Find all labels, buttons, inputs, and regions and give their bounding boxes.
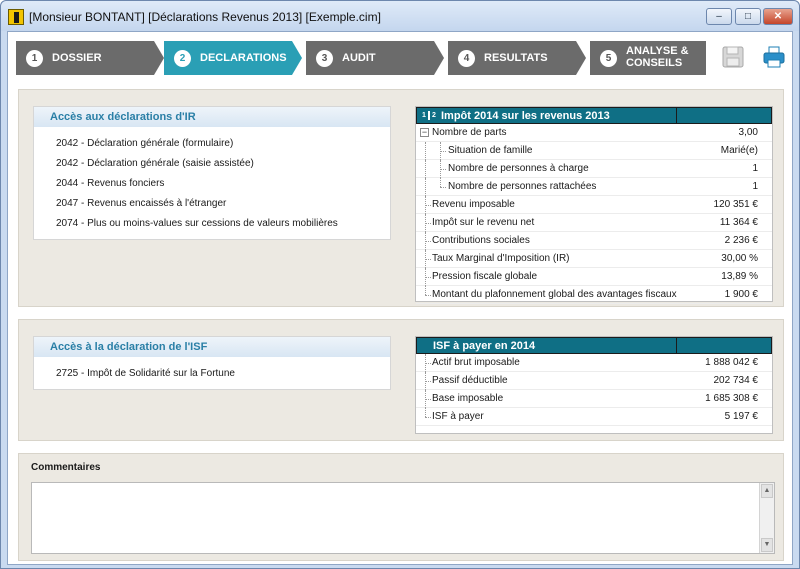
comments-textarea[interactable]: [31, 482, 775, 554]
maximize-button[interactable]: □: [735, 8, 761, 25]
declaration-link-2044[interactable]: 2044 - Revenus fonciers: [56, 178, 165, 189]
tree-connector: [440, 187, 446, 188]
level-1-button[interactable]: 1: [420, 111, 428, 120]
row-label: Base imposable: [432, 393, 504, 404]
scroll-down-icon[interactable]: ▼: [761, 538, 773, 552]
minimize-button[interactable]: ‒: [706, 8, 732, 25]
declaration-link-2042-assisted[interactable]: 2042 - Déclaration générale (saisie assistée): [56, 158, 254, 169]
step-arrow: [576, 41, 586, 75]
row-label: ISF à payer: [432, 411, 484, 422]
comments-label: Commentaires: [31, 462, 101, 473]
declaration-link-2725[interactable]: 2725 - Impôt de Solidarité sur la Fortune: [56, 368, 235, 379]
panel-title: Accès aux déclarations d'IR: [34, 107, 390, 127]
row-label: Revenu imposable: [432, 199, 515, 210]
declaration-link-2042-form[interactable]: 2042 - Déclaration générale (formulaire): [56, 138, 234, 149]
row-label: Nombre de parts: [432, 127, 507, 138]
level-buttons[interactable]: [420, 111, 438, 120]
ir-summary-grid: [415, 106, 773, 302]
grid-row[interactable]: [416, 390, 772, 408]
tree-connector: [425, 259, 431, 260]
ir-declarations-panel: [33, 106, 391, 240]
tree-connector: [425, 381, 431, 382]
tree-connector: [425, 417, 431, 418]
row-label: Pression fiscale globale: [432, 271, 538, 282]
step-arrow: [154, 41, 164, 75]
close-button[interactable]: ✕: [763, 8, 793, 25]
row-value: 120 351 €: [713, 199, 758, 210]
row-label: Nombre de personnes à charge: [448, 163, 589, 174]
title-bar[interactable]: [1, 1, 799, 31]
grid-row-child[interactable]: [416, 160, 772, 178]
printer-icon[interactable]: [763, 46, 785, 68]
grid-row[interactable]: [416, 232, 772, 250]
step-label: RESULTATS: [484, 52, 548, 64]
row-label: Nombre de personnes rattachées: [448, 181, 597, 192]
declaration-link-2074[interactable]: 2074 - Plus ou moins-values sur cessions de valeurs mobilières: [56, 218, 338, 229]
grid-row[interactable]: [416, 196, 772, 214]
tree-connector: [425, 277, 431, 278]
row-label: Situation de famille: [448, 145, 533, 156]
row-value: 2 236 €: [724, 235, 758, 246]
row-value: 1: [752, 163, 758, 174]
row-value: 11 364 €: [719, 217, 758, 228]
grid-header-title-cell: [417, 108, 677, 123]
step-resultats[interactable]: [448, 41, 576, 75]
row-value: 3,00: [738, 127, 758, 138]
row-value: 5 197 €: [724, 411, 758, 422]
step-number: 4: [458, 50, 475, 67]
row-value: 1 888 042 €: [705, 357, 758, 368]
row-label: Contributions sociales: [432, 235, 530, 246]
comments-section: [18, 453, 784, 561]
tree-connector: [440, 178, 441, 187]
tree-connector: [425, 399, 431, 400]
tree-connector: [440, 169, 446, 170]
main-content: [7, 31, 793, 565]
step-dossier[interactable]: [16, 41, 154, 75]
grid-row[interactable]: [416, 408, 772, 426]
step-declarations[interactable]: [164, 41, 292, 75]
grid-header-title: ISF à payer en 2014: [417, 338, 677, 353]
step-audit[interactable]: [306, 41, 434, 75]
row-value: 202 734 €: [713, 375, 758, 386]
isf-summary-grid: [415, 336, 773, 434]
step-navigation: [16, 41, 706, 75]
tree-connector: [425, 286, 426, 295]
panel-title: Accès à la déclaration de l'ISF: [34, 337, 390, 357]
declaration-link-2047[interactable]: 2047 - Revenus encaissés à l'étranger: [56, 198, 227, 209]
row-label: Actif brut imposable: [432, 357, 520, 368]
app-icon: [8, 9, 24, 25]
grid-row[interactable]: [416, 286, 772, 304]
row-label: Impôt sur le revenu net: [432, 217, 535, 228]
grid-row[interactable]: [416, 268, 772, 286]
scroll-up-icon[interactable]: ▲: [761, 484, 773, 498]
collapse-toggle[interactable]: −: [421, 127, 428, 137]
tree-connector: [425, 142, 426, 160]
row-label: Passif déductible: [432, 375, 508, 386]
row-value: 1: [752, 181, 758, 192]
grid-header-title: Impôt 2014 sur les revenus 2013: [441, 110, 610, 122]
level-2-button[interactable]: 2: [430, 111, 438, 120]
step-label: DECLARATIONS: [200, 52, 287, 64]
step-label: DOSSIER: [52, 52, 102, 64]
grid-row-child[interactable]: [416, 142, 772, 160]
tree-connector: [425, 408, 426, 417]
window-title: [Monsieur BONTANT] [Déclarations Revenus 2013] [Exemple.cim]: [29, 10, 381, 24]
row-value: 13,89 %: [721, 271, 758, 282]
grid-row[interactable]: [416, 214, 772, 232]
row-value: 1 685 308 €: [705, 393, 758, 404]
tree-connector: [440, 151, 446, 152]
grid-row-child[interactable]: [416, 178, 772, 196]
tree-connector: [425, 205, 431, 206]
step-number: 3: [316, 50, 333, 67]
grid-header: [416, 107, 772, 124]
tree-connector: [425, 223, 431, 224]
tree-connector: [425, 160, 426, 178]
tree-connector: [425, 295, 431, 296]
step-analyse-conseils[interactable]: [590, 41, 706, 75]
grid-header: [416, 337, 772, 354]
isf-section: [18, 319, 784, 441]
step-number: 1: [26, 50, 43, 67]
grid-row[interactable]: [416, 250, 772, 268]
isf-declaration-panel: [33, 336, 391, 390]
grid-row-parts[interactable]: [416, 124, 772, 142]
row-value: Marié(e): [720, 145, 758, 156]
row-value: 30,00 %: [721, 253, 758, 264]
row-label: Taux Marginal d'Imposition (IR): [432, 253, 570, 264]
grid-row[interactable]: [416, 354, 772, 372]
grid-row[interactable]: [416, 372, 772, 390]
step-arrow: [292, 41, 302, 75]
row-label: Montant du plafonnement global des avantages fiscaux: [432, 289, 677, 300]
step-arrow: [434, 41, 444, 75]
step-label: AUDIT: [342, 52, 376, 64]
step-number: 5: [600, 50, 617, 67]
row-value: 1 900 €: [724, 289, 758, 300]
comments-scrollbar[interactable]: [759, 483, 774, 553]
ir-section: [18, 89, 784, 307]
step-label: ANALYSE & CONSEILS: [626, 45, 689, 69]
tree-connector: [425, 241, 431, 242]
floppy-disk-icon[interactable]: [722, 46, 744, 68]
step-number: 2: [174, 50, 191, 67]
tree-connector: [425, 178, 426, 196]
tree-connector: [425, 363, 431, 364]
